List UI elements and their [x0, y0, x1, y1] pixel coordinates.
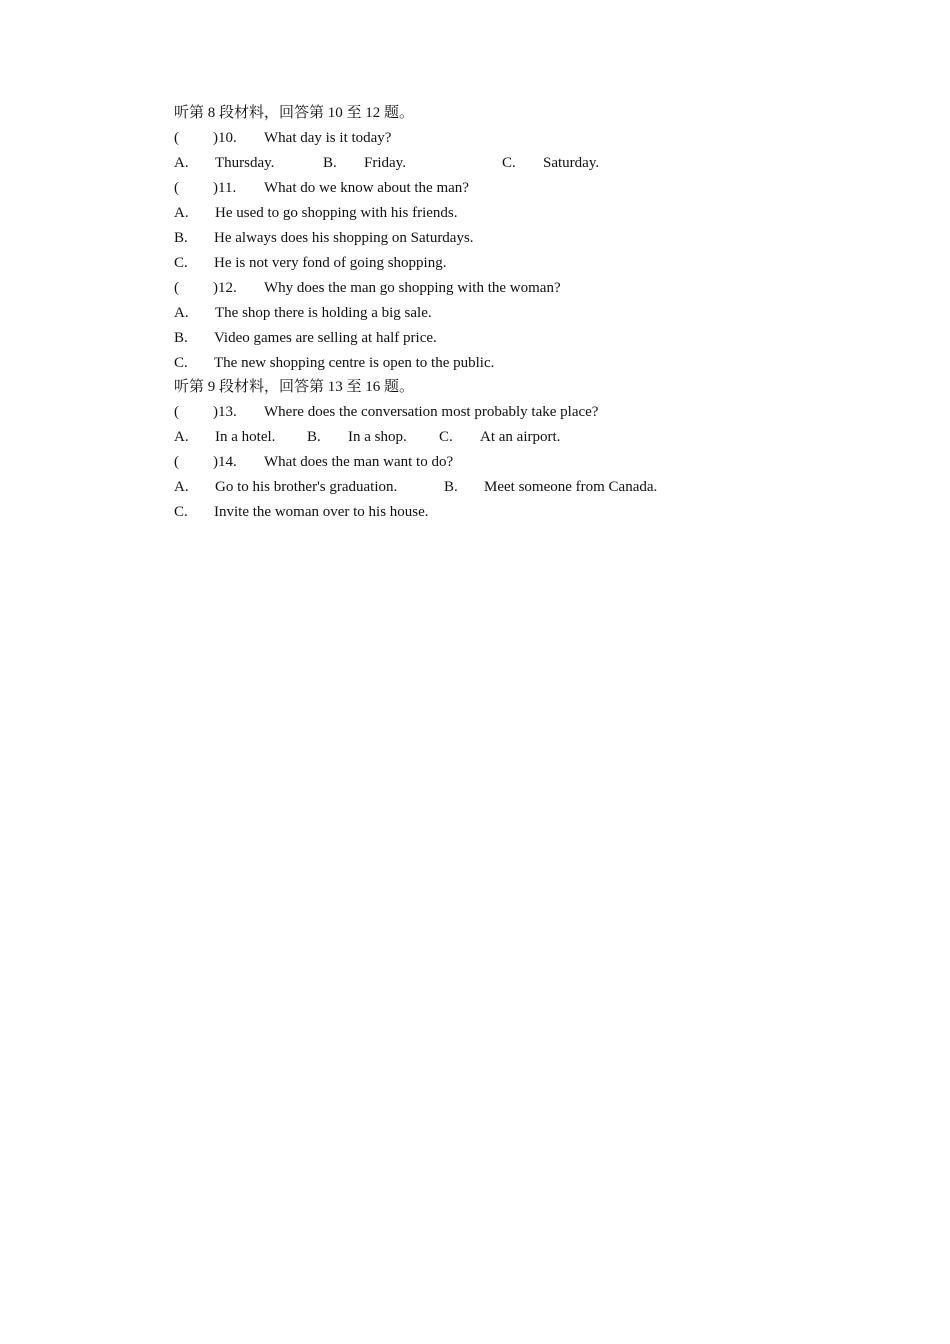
option-letter: C. — [174, 255, 188, 271]
option-text: Friday. — [364, 155, 406, 171]
option-text: Meet someone from Canada. — [484, 479, 658, 495]
option-text: Thursday. — [215, 155, 275, 171]
option-text: He is not very fond of going shopping. — [214, 255, 447, 271]
question-text: Where does the conversation most probably take place? — [264, 404, 599, 420]
option-text: Go to his brother's graduation. — [215, 479, 398, 495]
option-letter: A. — [174, 155, 189, 171]
section-heading: 听第 8 段材料，回答第 10 至 12 题。 — [174, 105, 415, 121]
option-letter: B. — [307, 429, 321, 445]
question-text: Why does the man go shopping with the woman? — [264, 280, 561, 296]
option-text: Invite the woman over to his house. — [214, 504, 429, 520]
question-number: )13. — [213, 404, 237, 420]
option-letter: C. — [174, 504, 188, 520]
question-number: )14. — [213, 454, 237, 470]
option-text: The shop there is holding a big sale. — [215, 305, 432, 321]
answer-paren: ( — [174, 454, 179, 470]
option-text: Saturday. — [543, 155, 600, 171]
option-text: He used to go shopping with his friends. — [215, 205, 458, 221]
option-text: Video games are selling at half price. — [214, 330, 437, 346]
option-letter: B. — [174, 230, 188, 246]
option-letter: A. — [174, 479, 189, 495]
answer-paren: ( — [174, 180, 179, 196]
option-letter: A. — [174, 205, 189, 221]
question-number: )10. — [213, 130, 237, 146]
option-text: The new shopping centre is open to the public. — [214, 355, 495, 371]
section-heading: 听第 9 段材料，回答第 13 至 16 题。 — [174, 379, 415, 395]
option-letter: A. — [174, 429, 189, 445]
question-text: What do we know about the man? — [264, 180, 469, 196]
question-number: )11. — [213, 180, 237, 196]
option-letter: A. — [174, 305, 189, 321]
option-letter: C. — [174, 355, 188, 371]
question-text: What does the man want to do? — [264, 454, 454, 470]
answer-paren: ( — [174, 130, 179, 146]
option-letter: C. — [439, 429, 453, 445]
option-text: In a hotel. — [215, 429, 276, 445]
question-number: )12. — [213, 280, 237, 296]
option-text: He always does his shopping on Saturdays. — [214, 230, 474, 246]
option-letter: B. — [323, 155, 337, 171]
answer-paren: ( — [174, 280, 179, 296]
option-text: At an airport. — [480, 429, 561, 445]
option-letter: C. — [502, 155, 516, 171]
option-text: In a shop. — [348, 429, 407, 445]
option-letter: B. — [444, 479, 458, 495]
answer-paren: ( — [174, 404, 179, 420]
option-letter: B. — [174, 330, 188, 346]
question-text: What day is it today? — [264, 130, 392, 146]
